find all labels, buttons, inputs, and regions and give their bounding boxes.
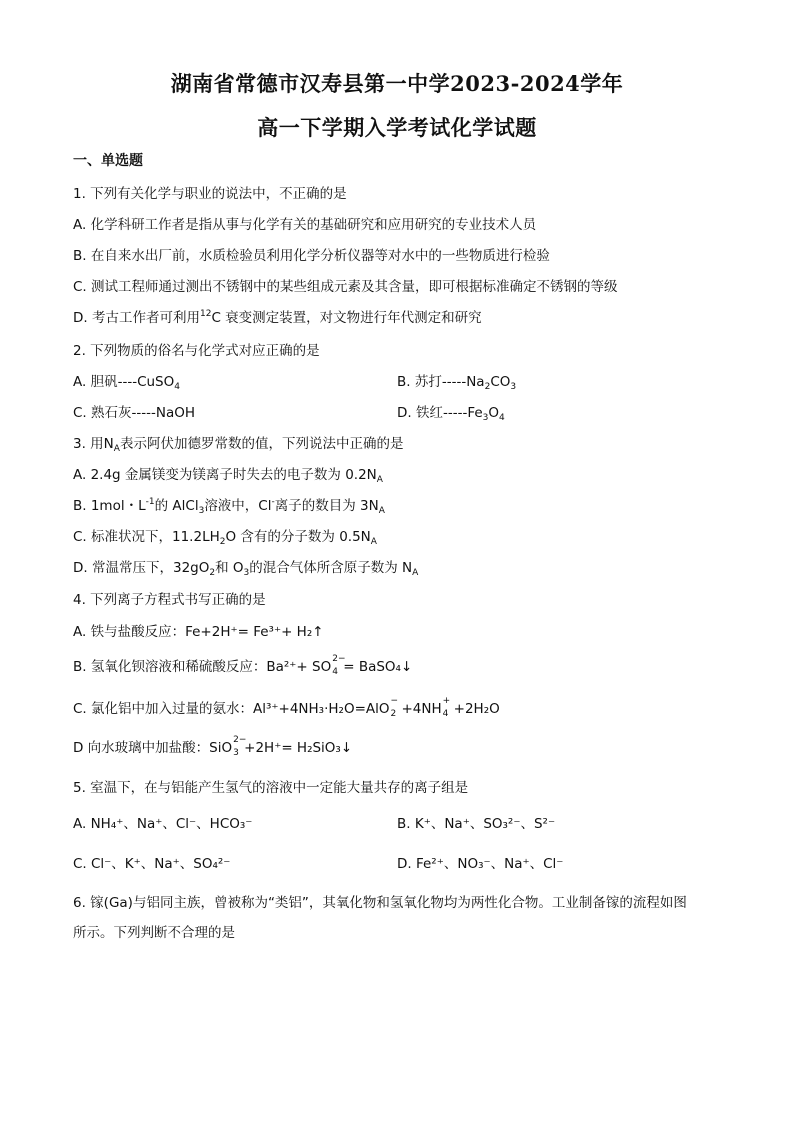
q3-option-b: B. 1mol・$L^{-1}$的 AlCl$_3$溶液中，Cl-离子的数目为 $3N_A$ — [73, 497, 385, 516]
q1-option-a: A. 化学科研工作者是指从事与化学有关的基础研究和应用研究的专业技术人员 — [73, 217, 537, 233]
q3-option-a: A. 2.4g 金属镁变为镁离子时失去的电子数为 $0.2N_A$ — [73, 467, 383, 485]
q1-option-b: B. 在自来水出厂前，水质检验员利用化学分析仪器等对水中的一些物质进行检验 — [73, 248, 550, 264]
q4-option-b: B. 氢氧化钡溶液和稀硫酸反应：Ba²⁺+ SO 2− 4 = BaSO₄↓ — [73, 654, 413, 677]
q6-stem-line1: 6. 镓(Ga)与铝同主族，曾被称为“类铝”，其氧化物和氢氧化物均为两性化合物。工业制备镓的流程如图 — [73, 895, 687, 911]
exam-title-line2: 高一下学期入学考试化学试题 — [257, 115, 537, 140]
q4-option-a: A. 铁与盐酸反应：Fe+2H⁺= Fe³⁺+ H₂↑ — [73, 624, 324, 640]
q3-option-c: C. 标准状况下，$11.2LH_2O$ 含有的分子数为 $0.5N_A$ — [73, 529, 377, 547]
q4-stem: 4. 下列离子方程式书写正确的是 — [73, 592, 266, 608]
section-heading: 一、单选题 — [73, 153, 143, 169]
q5-option-b: B. K⁺、Na⁺、SO₃²⁻、S²⁻ — [397, 816, 556, 832]
q6-stem-line2: 所示。下列判断不合理的是 — [73, 925, 235, 941]
q1-option-c: C. 测试工程师通过测出不锈钢中的某些组成元素及其含量，即可根据标准确定不锈钢的等级 — [73, 279, 618, 295]
q1-stem: 1. 下列有关化学与职业的说法中，不正确的是 — [73, 186, 347, 202]
q2-option-b: B. 苏打$-----Na_2CO_3$ — [397, 374, 517, 392]
q2-option-a: A. 胆矾----CuSO$_4$ — [73, 374, 180, 392]
q2-option-c: C. 熟石灰-----NaOH — [73, 405, 196, 421]
q3-stem: 3. 用$N_A$表示阿伏加德罗常数的值，下列说法中正确的是 — [73, 436, 404, 454]
q5-option-a: A. NH₄⁺、Na⁺、Cl⁻、HCO₃⁻ — [73, 816, 253, 832]
q5-stem: 5. 室温下，在与铝能产生氢气的溶液中一定能大量共存的离子组是 — [73, 780, 469, 796]
q3-option-d: D. 常温常压下，$32gO_2$和 $O_3$的混合气体所含原子数为 $N_A$ — [73, 560, 419, 578]
q4-option-c: C. 氯化铝中加入过量的氨水：Al³⁺+4NH₃·H₂O=AlO − 2 +4NH + 4 +2H₂O — [73, 696, 500, 719]
q5-option-c: C. Cl⁻、K⁺、Na⁺、SO₄²⁻ — [73, 856, 231, 872]
q2-option-d: D. 铁红$-----Fe_3O_4$ — [397, 405, 505, 423]
q1-option-d: D. 考古工作者可利用$^{12}$C 衰变测定装置，对文物进行年代测定和研究 — [73, 309, 482, 326]
q5-option-d: D. Fe²⁺、NO₃⁻、Na⁺、Cl⁻ — [397, 856, 564, 872]
q2-stem: 2. 下列物质的俗名与化学式对应正确的是 — [73, 343, 320, 359]
q4-option-d: D 向水玻璃中加盐酸：SiO 2− 3 +2H⁺= H₂SiO₃↓ — [73, 735, 353, 758]
exam-title-line1: 湖南省常德市汉寿县第一中学2023-2024学年 — [170, 71, 624, 96]
